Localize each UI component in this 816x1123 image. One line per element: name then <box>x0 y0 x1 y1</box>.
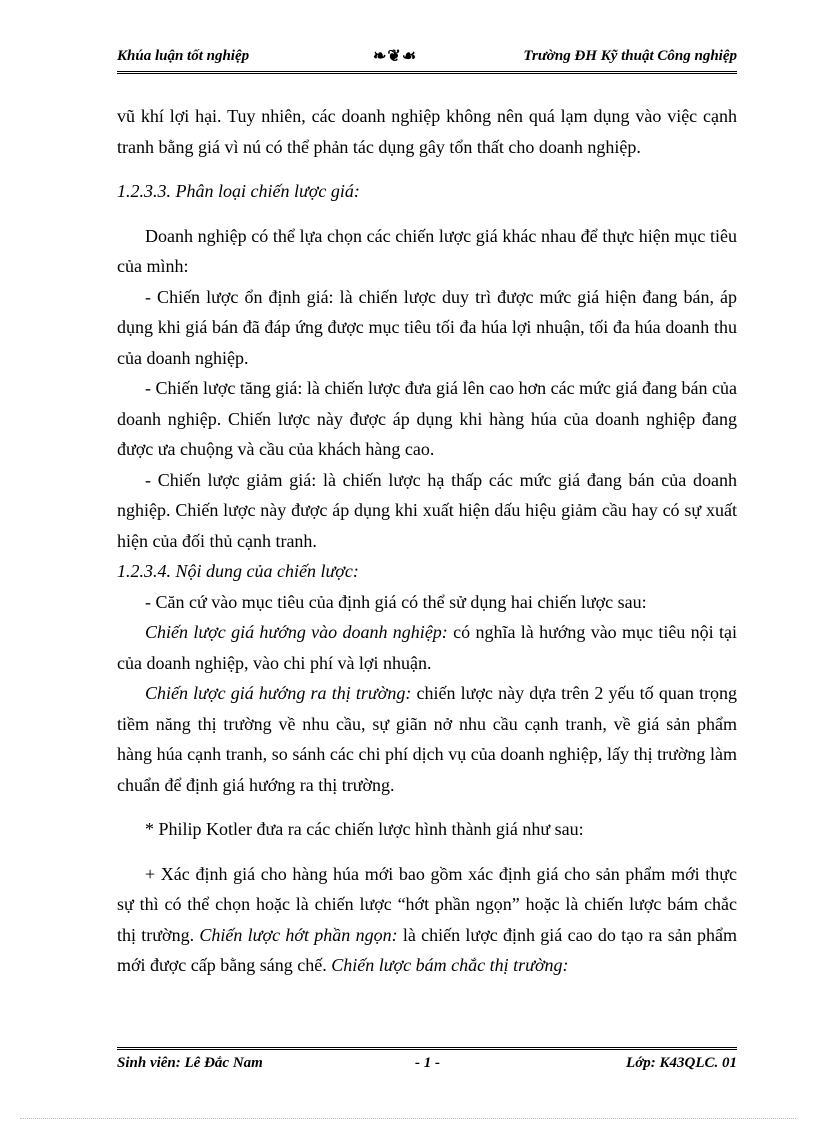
section-heading-1-2-3-3: 1.2.3.3. Phân loại chiến lược giá: <box>117 181 360 201</box>
paragraph-8-text: chiến lược này dựa trên 2 yếu tố quan trọng tiềm năng thị trường về nhu cầu, sự giãn nở nhu cầu cạnh tranh, về giá sản phẩm hàng húa cạnh tranh, so sánh các chi phí dịch vụ của doanh nghiệp, lấy thị trường làm chuẩn để định giá hướng ra thị trường. <box>117 683 738 795</box>
paragraph-2: Doanh nghiệp có thể lựa chọn các chiến lược giá khác nhau để thực hiện mục tiêu của mình: <box>117 225 737 276</box>
paragraph-10-text-a: + Xác định giá cho hàng húa mới bao gồm xác định giá cho sản phẩm mới thực sự thì có thể chọn hoặc là chiến lược “hớt phần ngọn” hoặc là chiến lược bám chắc thị trường. <box>117 863 737 945</box>
section-heading-1-2-3-4: 1.2.3.4. Nội dung của chiến lược: <box>117 561 359 581</box>
header-university: Trường ĐH Kỹ thuật Công nghiệp <box>523 48 737 64</box>
page-edge-dotted-line <box>20 1118 796 1119</box>
header-thesis-title: Khúa luận tốt nghiệp <box>117 48 250 64</box>
paragraph-raise-price: - Chiến lược tăng giá: là chiến lược đưa giá lên cao hơn các mức giá đang bán của doanh nghiệp. Chiến lược này được áp dụng khi hàng húa của doanh nghiệp đang được ưa chuộng và cầu của khách hàng cao. <box>117 378 737 459</box>
paragraph-cut-price: - Chiến lược giảm giá: là chiến lược hạ thấp các mức giá đang bán của doanh nghiệp. Chiến lược này được áp dụng khi xuất hiện dấu hiệu giảm cầu hay có sự xuất hiện của đối thủ cạnh tranh. <box>117 469 737 551</box>
page-header <box>117 46 737 72</box>
page-body <box>117 101 737 981</box>
paragraph-stable-price: - Chiến lược ổn định giá: là chiến lược duy trì được mức giá hiện đang bán, áp dụng khi giá bán đã đáp ứng được mục tiêu tối đa húa lợi nhuận, tối đa húa doanh thu của doanh nghiệp. <box>117 286 737 368</box>
footer-student-name: Sinh viên: Lê Đắc Nam <box>117 1055 263 1071</box>
paragraph-8 <box>117 678 737 800</box>
paragraph-10 <box>117 859 737 981</box>
footer-divider <box>117 1047 737 1050</box>
paragraph-9: * Philip Kotler đưa ra các chiến lược hình thành giá như sau: <box>145 819 584 839</box>
footer-class: Lớp: K43QLC. 01 <box>626 1055 737 1071</box>
paragraph-1: vũ khí lợi hại. Tuy nhiên, các doanh nghiệp không nên quá lạm dụng vào việc cạnh tranh bằng giá vì nú có thể phản tác dụng gây tổn thất cho doanh nghiệp. <box>117 106 737 157</box>
term-skimming: Chiến lược hớt phần ngọn: <box>199 924 398 945</box>
term-penetration: Chiến lược bám chắc thị trường: <box>331 955 569 975</box>
header-divider <box>117 71 737 74</box>
paragraph-10-text-b: là chiến lược định giá cao do tạo ra sản phẩm mới được cấp bằng sáng chế. <box>117 924 737 975</box>
paragraph-7-text: có nghĩa là hướng vào mục tiêu nội tại của doanh nghiệp, vào chi phí và lợi nhuận. <box>117 622 737 673</box>
page-footer <box>117 1055 737 1077</box>
paragraph-7 <box>117 617 737 678</box>
footer-page-number: - 1 - <box>415 1055 440 1071</box>
header-ornament: ❧❦☙ <box>373 48 418 65</box>
term-enterprise-oriented: Chiến lược giá hướng vào doanh nghiệp: <box>145 622 448 642</box>
paragraph-6: - Căn cứ vào mục tiêu của định giá có thể sử dụng hai chiến lược sau: <box>145 591 647 612</box>
term-market-oriented: Chiến lược giá hướng ra thị trường: <box>145 683 412 703</box>
